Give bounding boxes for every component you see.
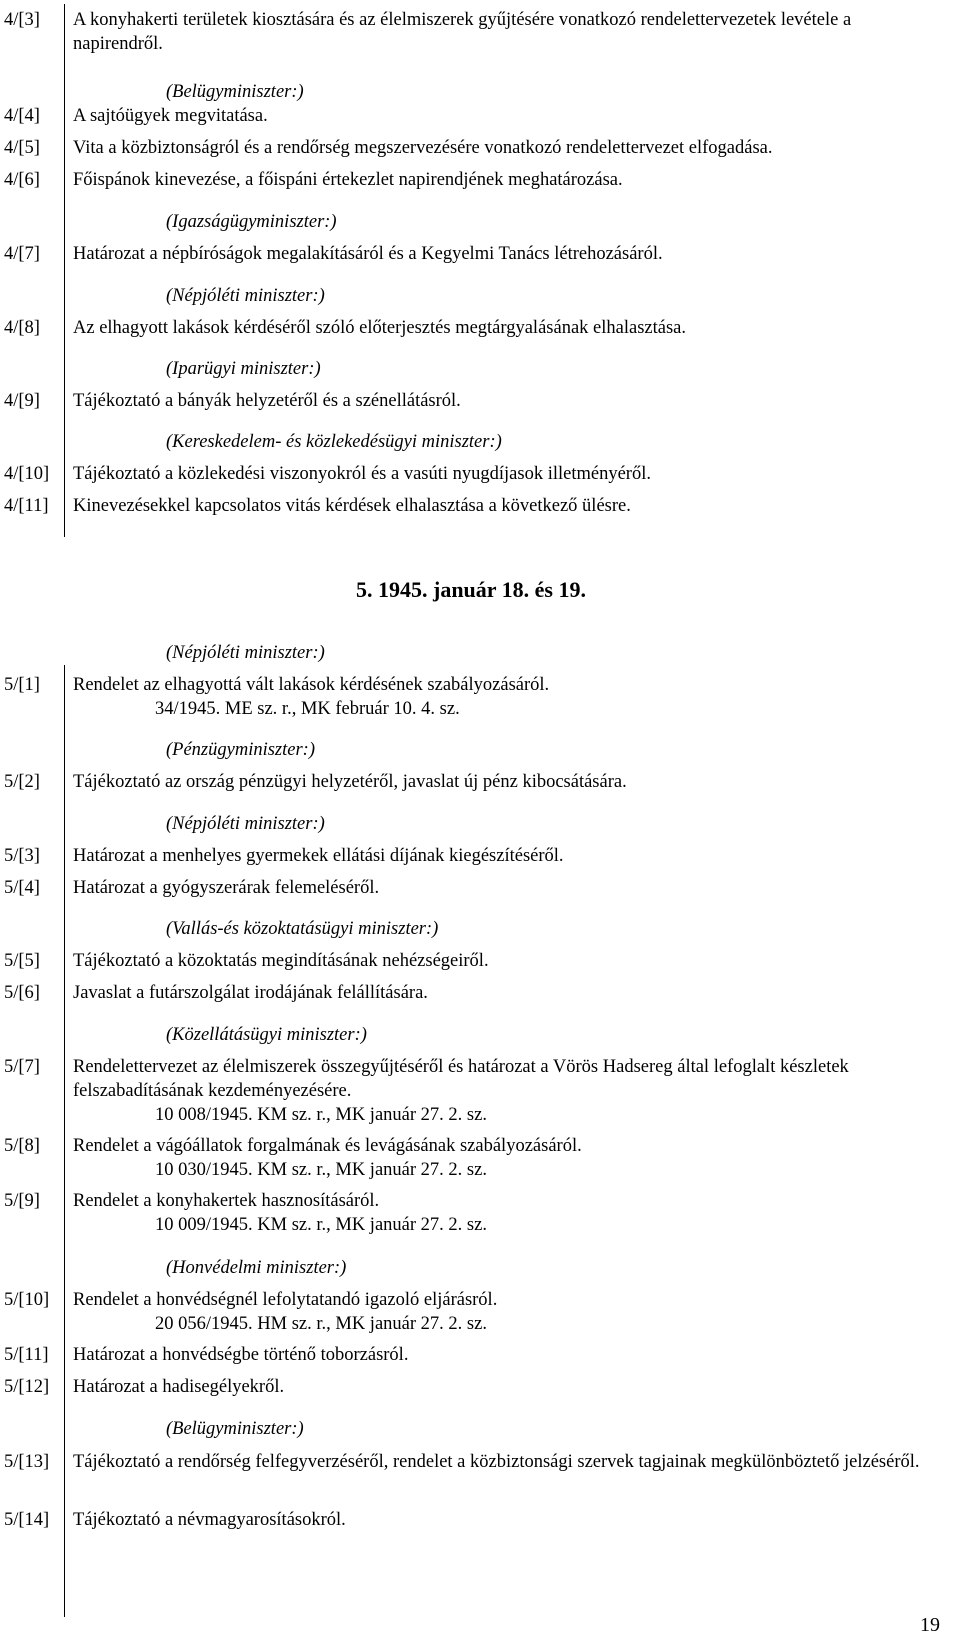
item-number: 5/[12]	[4, 1377, 50, 1397]
item-text	[73, 1055, 933, 1127]
item-text: Tájékoztató a közlekedési viszonyokról és a vasúti nyugdíjasok illetményéről.	[73, 464, 651, 484]
item-title: Rendelet az elhagyottá vált lakások kérdésének szabályozásáról.	[73, 675, 550, 695]
minister-heading: (Népjóléti miniszter:)	[166, 643, 325, 663]
item-number: 5/[13]	[4, 1452, 50, 1472]
item-text	[73, 673, 933, 721]
minister-heading: (Közellátásügyi miniszter:)	[166, 1025, 367, 1045]
item-number: 4/[5]	[4, 138, 40, 158]
gazette-reference: 10 008/1945. KM sz. r., MK január 27. 2. sz.	[155, 1105, 487, 1125]
item-number: 5/[9]	[4, 1191, 40, 1211]
item-text	[73, 1288, 933, 1336]
item-title: Rendelet a vágóállatok forgalmának és levágásának szabályozásáról.	[73, 1136, 582, 1156]
minister-heading: (Pénzügyminiszter:)	[166, 740, 315, 760]
item-number: 4/[4]	[4, 106, 40, 126]
item-text: Vita a közbiztonságról és a rendőrség megszervezésére vonatkozó rendelettervezet elfogadása.	[73, 138, 773, 158]
page-number: 19	[920, 1614, 940, 1636]
item-number: 5/[11]	[4, 1345, 49, 1365]
minister-heading: (Kereskedelem- és közlekedésügyi miniszter:)	[166, 432, 502, 452]
minister-heading: (Igazságügyminiszter:)	[166, 212, 337, 232]
gazette-reference: 34/1945. ME sz. r., MK február 10. 4. sz.	[155, 699, 460, 719]
minister-heading: (Népjóléti miniszter:)	[166, 814, 325, 834]
item-number: 4/[3]	[4, 10, 40, 30]
item-number: 4/[11]	[4, 496, 49, 516]
item-number: 4/[7]	[4, 244, 40, 264]
item-number: 5/[2]	[4, 772, 40, 792]
item-text: A sajtóügyek megvitatása.	[73, 106, 268, 126]
item-number: 4/[8]	[4, 318, 40, 338]
item-text: Tájékoztató a közoktatás megindításának nehézségeiről.	[73, 951, 489, 971]
item-number: 5/[3]	[4, 846, 40, 866]
item-text: Tájékoztató a bányák helyzetéről és a szénellátásról.	[73, 391, 461, 411]
gazette-reference: 10 030/1945. KM sz. r., MK január 27. 2. sz.	[155, 1160, 487, 1180]
item-text: Az elhagyott lakások kérdéséről szóló előterjesztés megtárgyalásának elhalasztása.	[73, 318, 686, 338]
item-text: Határozat a menhelyes gyermekek ellátási díjának kiegészítéséről.	[73, 846, 564, 866]
session-title: 5. 1945. január 18. és 19.	[356, 577, 586, 602]
item-number: 4/[10]	[4, 464, 50, 484]
minister-heading: (Vallás-és közoktatásügyi miniszter:)	[166, 919, 439, 939]
item-number: 4/[9]	[4, 391, 40, 411]
minister-heading: (Népjóléti miniszter:)	[166, 286, 325, 306]
item-text: Határozat a hadisegélyekről.	[73, 1377, 285, 1397]
item-text: Határozat a népbíróságok megalakításáról és a Kegyelmi Tanács létrehozásáról.	[73, 244, 663, 264]
minister-heading: (Honvédelmi miniszter:)	[166, 1258, 347, 1278]
minister-heading: (Belügyminiszter:)	[166, 82, 304, 102]
item-number: 5/[5]	[4, 951, 40, 971]
item-number: 5/[1]	[4, 675, 40, 695]
minister-heading: (Iparügyi miniszter:)	[166, 359, 321, 379]
column-divider-session-5	[64, 665, 65, 1617]
item-title: Rendelettervezet az élelmiszerek összegyűjtéséről és határozat a Vörös Hadsereg által lefoglalt készletek felszabadításának kezdeményezésére.	[73, 1057, 849, 1101]
item-text: Tájékoztató az ország pénzügyi helyzetéről, javaslat új pénz kibocsátására.	[73, 772, 627, 792]
item-number: 5/[4]	[4, 878, 40, 898]
item-number: 5/[10]	[4, 1290, 50, 1310]
item-text: Kinevezésekkel kapcsolatos vitás kérdések elhalasztása a következő ülésre.	[73, 496, 631, 516]
gazette-reference: 10 009/1945. KM sz. r., MK január 27. 2. sz.	[155, 1215, 487, 1235]
item-text: Tájékoztató a névmagyarosításokról.	[73, 1510, 346, 1530]
item-title: Rendelet a konyhakertek hasznosításáról.	[73, 1191, 380, 1211]
minister-heading: (Belügyminiszter:)	[166, 1419, 304, 1439]
item-text: A konyhakerti területek kiosztására és az élelmiszerek gyűjtésére vonatkozó rendelettervezetek levétele a napirendről.	[73, 10, 852, 54]
item-text: Tájékoztató a rendőrség felfegyverzéséről, rendelet a közbiztonsági szervek tagjainak megkülönböztető jelzéséről.	[73, 1452, 920, 1472]
item-number: 5/[14]	[4, 1510, 50, 1530]
item-text	[73, 1189, 933, 1237]
column-divider-session-4	[64, 4, 65, 537]
item-number: 4/[6]	[4, 170, 40, 190]
item-title: Rendelet a honvédségnél lefolytatandó igazoló eljárásról.	[73, 1290, 498, 1310]
item-text: Javaslat a futárszolgálat irodájának felállítására.	[73, 983, 428, 1003]
item-number: 5/[6]	[4, 983, 40, 1003]
item-number: 5/[7]	[4, 1057, 40, 1077]
item-text: Határozat a honvédségbe történő toborzásról.	[73, 1345, 409, 1365]
gazette-reference: 20 056/1945. HM sz. r., MK január 27. 2. sz.	[155, 1314, 487, 1334]
item-text: Határozat a gyógyszerárak felemeléséről.	[73, 878, 380, 898]
item-text	[73, 1134, 933, 1182]
item-number: 5/[8]	[4, 1136, 40, 1156]
item-text: Főispánok kinevezése, a főispáni értekezlet napirendjének meghatározása.	[73, 170, 623, 190]
